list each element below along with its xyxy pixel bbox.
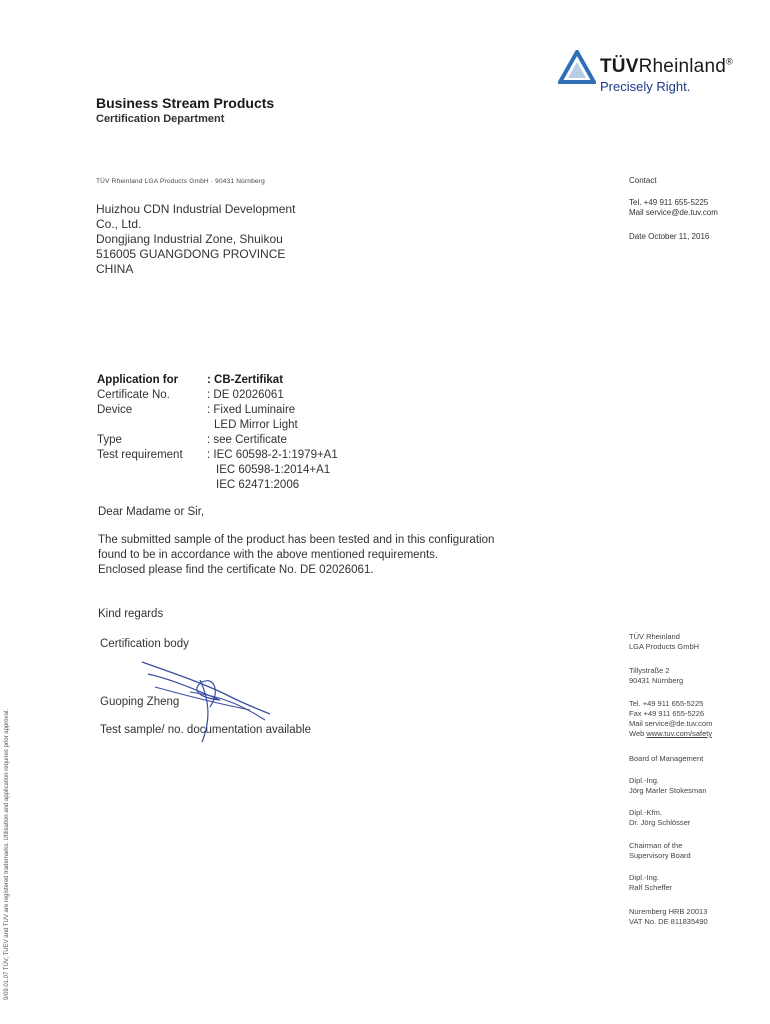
logo-brand: TÜVRheinland® <box>600 56 733 77</box>
recipient-line: CHINA <box>96 262 134 276</box>
company-city: 90431 Nürnberg <box>629 676 684 685</box>
board-member-name: Dr. Jörg Schlösser <box>629 818 691 827</box>
recipient-address <box>96 202 295 277</box>
triangle-logo-icon <box>558 50 596 84</box>
application-value: : DE 02026061 <box>207 389 284 401</box>
application-value: IEC 60598-1:2014+A1 <box>216 464 331 476</box>
chairman-name-block <box>629 873 672 893</box>
application-value: IEC 62471:2006 <box>216 479 300 491</box>
contact-block <box>629 176 718 242</box>
certification-body-label: Certification body <box>100 638 189 650</box>
department-subtitle: Certification Department <box>96 113 225 125</box>
company-mail: Mail service@de.tuv.com <box>629 719 713 728</box>
recipient-line: 516005 GUANGDONG PROVINCE <box>96 247 286 261</box>
application-label: Device <box>97 404 133 416</box>
company-fax: Fax +49 911 655-5226 <box>629 709 705 718</box>
letter-date: Date October 11, 2016 <box>629 232 710 241</box>
salutation: Dear Madame or Sir, <box>98 506 205 518</box>
register-block <box>629 907 708 927</box>
tuv-rheinland-logo <box>558 50 748 100</box>
contact-tel: Tel. +49 911 655-5225 <box>629 198 709 207</box>
signer-name: Guoping Zheng <box>100 696 180 708</box>
application-label: Application for <box>97 374 179 386</box>
company-street: Tillystraße 2 <box>629 666 670 675</box>
chairman-label: Supervisory Board <box>629 851 691 860</box>
board-member-name: Jörg Marler Stokesman <box>629 786 707 795</box>
register-number: Nuremberg HRB 20013 <box>629 907 708 916</box>
application-value: : Fixed Luminaire <box>207 404 296 416</box>
application-label: Type <box>97 434 122 446</box>
closing: Kind regards <box>98 608 164 620</box>
chairman-name: Ralf Scheffer <box>629 883 673 892</box>
company-name-block <box>629 632 699 652</box>
company-web-row <box>629 729 712 739</box>
web-label: Web <box>629 729 645 738</box>
company-tel: Tel. +49 911 655-5225 <box>629 699 704 708</box>
application-value: : IEC 60598-2-1:1979+A1 <box>207 449 338 461</box>
sender-line: TÜV Rheinland LGA Products GmbH · 90431 Nürnberg <box>96 178 265 185</box>
test-sample-note: Test sample/ no. documentation available <box>100 724 311 736</box>
company-web-link[interactable]: www.tuv.com/safety <box>646 729 713 738</box>
application-label: Certificate No. <box>97 389 170 401</box>
application-value: : CB-Zertifikat <box>207 374 284 386</box>
application-value: LED Mirror Light <box>214 419 298 431</box>
company-address-block <box>629 666 683 686</box>
logo-tagline: Precisely Right. <box>600 79 691 94</box>
chairman-title: Dipl.-Ing. <box>629 873 660 882</box>
body-line: Enclosed please find the certificate No. DE 02026061. <box>98 564 374 576</box>
contact-label: Contact <box>629 176 657 185</box>
recipient-line: Huizhou CDN Industrial Development <box>96 202 296 216</box>
recipient-line: Co., Ltd. <box>96 217 142 231</box>
company-name: TÜV Rheinland <box>629 632 680 641</box>
board-member-1 <box>629 776 707 796</box>
board-member-title: Dipl.-Ing. <box>629 776 660 785</box>
application-value: : see Certificate <box>207 434 287 446</box>
body-line: found to be in accordance with the above mentioned requirements. <box>98 549 439 561</box>
chairman-label: Chairman of the <box>629 841 683 850</box>
vertical-trademark-note: 9/09.01.07 TÜV, TUEV and TUV are registered trademarks. Utilisation and application requires prior approval. <box>4 709 10 1000</box>
board-member-title: Dipl.-Kfm. <box>629 808 662 817</box>
handwritten-signature <box>130 652 280 752</box>
board-member-2 <box>629 808 690 828</box>
contact-mail: Mail service@de.tuv.com <box>629 208 718 217</box>
company-contact-block <box>629 699 712 739</box>
company-name: LGA Products GmbH <box>629 642 700 651</box>
department-title: Business Stream Products <box>96 95 275 111</box>
recipient-line: Dongjiang Industrial Zone, Shuikou <box>96 232 283 246</box>
chairman-block <box>629 841 691 861</box>
application-label: Test requirement <box>97 449 183 461</box>
vat-number: VAT No. DE 811835490 <box>629 917 708 926</box>
body-line: The submitted sample of the product has been tested and in this configuration <box>98 534 495 546</box>
board-label: Board of Management <box>629 754 704 763</box>
